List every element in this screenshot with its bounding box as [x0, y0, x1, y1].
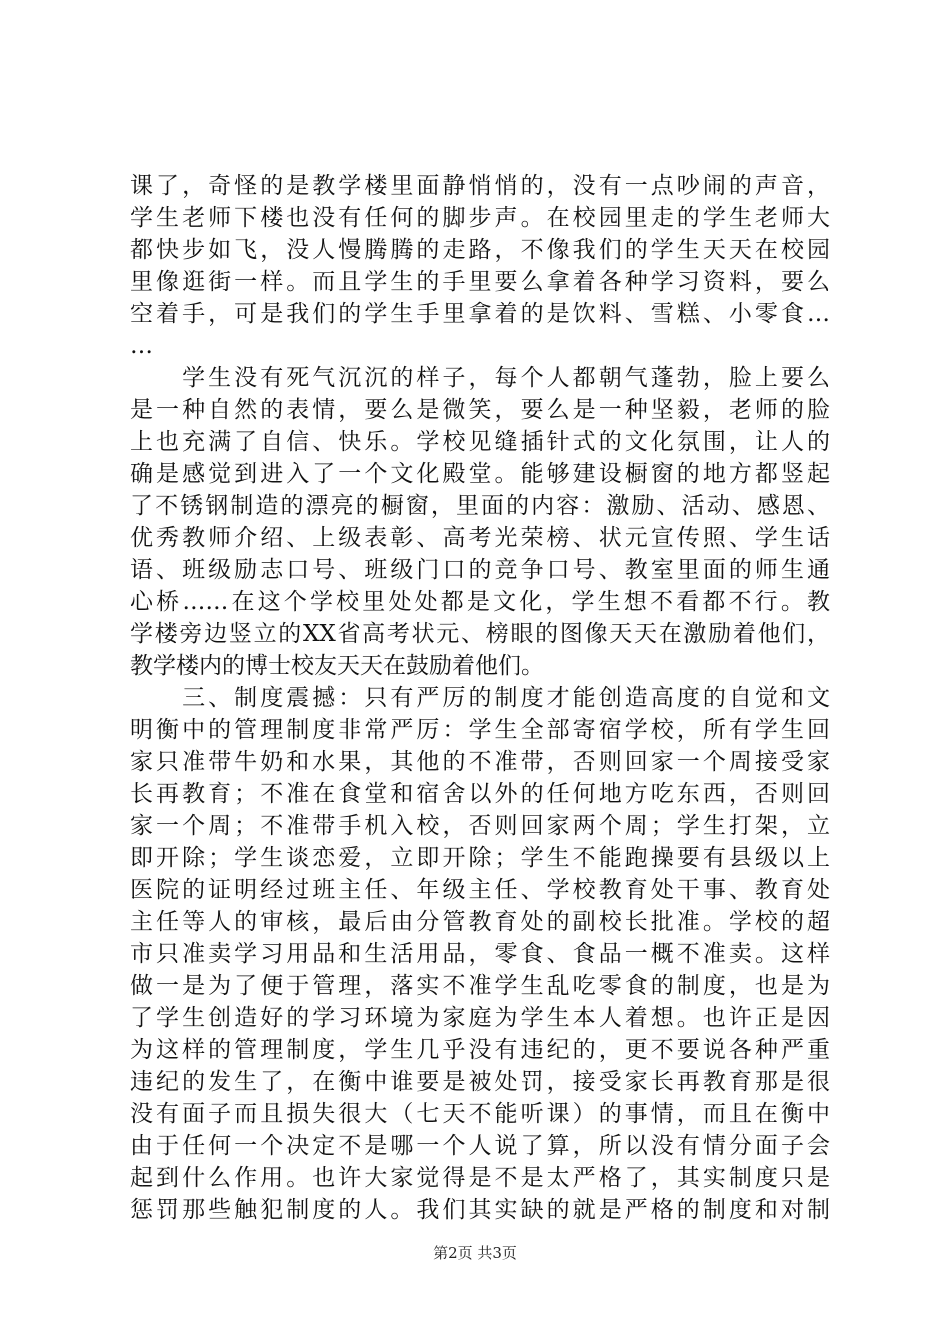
text-line: 明衡中的管理制度非常严厉：学生全部寄宿学校，所有学生回 — [130, 717, 830, 743]
text-line: 优秀教师介绍、上级表彰、高考光荣榜、状元宣传照、学生话 — [130, 525, 830, 551]
text-line: 即开除；学生谈恋爱，立即开除；学生不能跑操要有县级以上 — [130, 845, 830, 871]
text-line: 做一是为了便于管理，落实不准学生乱吃零食的制度，也是为 — [130, 973, 830, 999]
text-line: 确是感觉到进入了一个文化殿堂。能够建设橱窗的地方都竖起 — [130, 461, 830, 487]
text-line: 没有面子而且损失很大（七天不能听课）的事情，而且在衡中 — [130, 1101, 830, 1127]
text-line: 空着手，可是我们的学生手里拿着的是饮料、雪糕、小零食… — [130, 301, 830, 327]
text-line: 学楼旁边竖立的XX省高考状元、榜眼的图像天天在激励着他们， — [130, 621, 830, 647]
text-line: 惩罚那些触犯制度的人。我们其实缺的就是严格的制度和对制 — [130, 1197, 830, 1223]
text-line: 学生老师下楼也没有任何的脚步声。在校园里走的学生老师大 — [130, 205, 830, 231]
text-line: 违纪的发生了，在衡中谁要是被处罚，接受家长再教育那是很 — [130, 1069, 830, 1095]
text-line: 了不锈钢制造的漂亮的橱窗，里面的内容：激励、活动、感恩、 — [130, 493, 830, 519]
text-line: 长再教育；不准在食堂和宿舍以外的任何地方吃东西，否则回 — [130, 781, 830, 807]
text-line: 教学楼内的博士校友天天在鼓励着他们。 — [130, 653, 544, 679]
text-line: 学生没有死气沉沉的样子，每个人都朝气蓬勃，脸上要么 — [130, 365, 830, 391]
text-line: 主任等人的审核，最后由分管教育处的副校长批准。学校的超 — [130, 909, 830, 935]
text-line: 家只准带牛奶和水果，其他的不准带，否则回家一个周接受家 — [130, 749, 830, 775]
body-text — [130, 170, 830, 1226]
text-line: 语、班级励志口号、班级门口的竞争口号、教室里面的师生通 — [130, 557, 830, 583]
text-line: 都快步如飞，没人慢腾腾的走路，不像我们的学生天天在校园 — [130, 237, 830, 263]
text-line: 三、制度震撼：只有严厉的制度才能创造高度的自觉和文 — [130, 685, 830, 711]
text-line: 起到什么作用。也许大家觉得是不是太严格了，其实制度只是 — [130, 1165, 830, 1191]
text-line: 市只准卖学习用品和生活用品，零食、食品一概不准卖。这样 — [130, 941, 830, 967]
text-line: 家一个周；不准带手机入校，否则回家两个周；学生打架，立 — [130, 813, 830, 839]
text-line: … — [130, 333, 153, 359]
text-line: 里像逛街一样。而且学生的手里要么拿着各种学习资料，要么 — [130, 269, 830, 295]
text-line: 了学生创造好的学习环境为家庭为学生本人着想。也许正是因 — [130, 1005, 830, 1031]
text-line: 由于任何一个决定不是哪一个人说了算，所以没有情分面子会 — [130, 1133, 830, 1159]
text-line: 医院的证明经过班主任、年级主任、学校教育处干事、教育处 — [130, 877, 830, 903]
text-line: 上也充满了自信、快乐。学校见缝插针式的文化氛围，让人的 — [130, 429, 830, 455]
text-line: 是一种自然的表情，要么是微笑，要么是一种坚毅，老师的脸 — [130, 397, 830, 423]
text-line: 为这样的管理制度，学生几乎没有违纪的，更不要说各种严重 — [130, 1037, 830, 1063]
page-footer: 第2页 共3页 — [433, 1244, 517, 1262]
text-line: 课了，奇怪的是教学楼里面静悄悄的，没有一点吵闹的声音， — [130, 173, 830, 199]
text-line: 心桥……在这个学校里处处都是文化，学生想不看都不行。教 — [130, 589, 830, 615]
